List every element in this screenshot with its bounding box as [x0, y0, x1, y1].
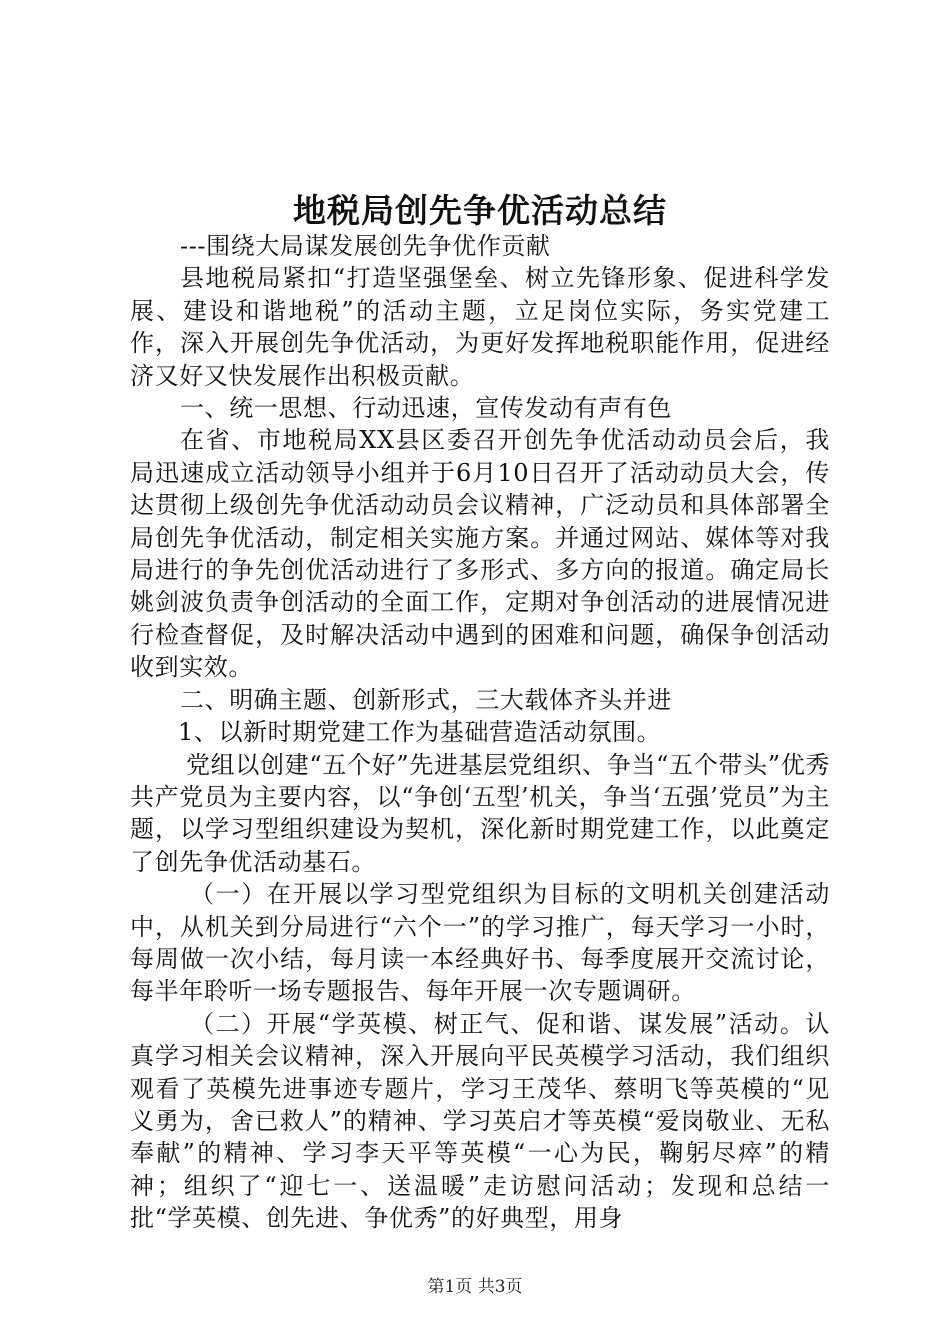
subtitle: ---围绕大局谋发展创先争优作贡献 — [180, 232, 551, 260]
party-group-paragraph: 党组以创建“五个好”先进基层党组织、争当“五个带头”优秀共产党员为主要内容，以“争创‘五型’机关，争当‘五强’党员”为主题，以学习型组织建设为契机，深化新时期党建工作，以此奠定了创先争优活动基石。 — [130, 750, 830, 876]
subheading-1: 1、以新时期党建工作为基础营造活动氛围。 — [178, 718, 662, 747]
item-1-paragraph: （一）在开展以学习型党组织为目标的文明机关创建活动中，从机关到分局进行“六个一”的学习推广，每天学习一小时，每周做一次小结，每月读一本经典好书、每季度展开交流讨论，每半年聆听一场专题报告、每年开展一次专题调研。 — [130, 880, 830, 1006]
page-number-footer: 第1页 共3页 — [427, 1277, 523, 1297]
section-1-paragraph: 在省、市地税局XX县区委召开创先争优活动动员会后，我局迅速成立活动领导小组并于6月10日召开了活动动员大会，传达贯彻上级创先争优活动动员会议精神，广泛动员和具体部署全局创先争优活动，制定相关实施方案。并通过网站、媒体等对我局进行的争先创优活动进行了多形式、多方向的报道。确定局长姚剑波负责争创活动的全面工作，定期对争创活动的进展情况进行检查督促，及时解决活动中遇到的困难和问题，确保争创活动收到实效。 — [130, 426, 830, 682]
document-page — [130, 0, 830, 1344]
section-heading-2: 二、明确主题、创新形式，三大载体齐头并进 — [180, 685, 672, 714]
item-2-paragraph: （二）开展“学英模、树正气、促和谐、谋发展”活动。认真学习相关会议精神，深入开展向平民英模学习活动，我们组织观看了英模先进事迹专题片，学习王茂华、蔡明飞等英模的“见义勇为，舍已救人”的精神、学习英启才等英模“爱岗敬业、无私奉献”的精神、学习李天平等英模“一心为民，鞠躬尽瘁”的精神；组织了“迎七一、送温暖”走访慰问活动；发现和总结一批“学英模、创先进、争优秀”的好典型，用身 — [130, 1009, 830, 1233]
document-title: 地税局创先争优活动总结 — [293, 191, 667, 230]
document-body — [130, 230, 830, 1235]
intro-paragraph: 县地税局紧扣“打造坚强堡垒、树立先锋形象、促进科学发展、建设和谐地税”的活动主题，立足岗位实际，务实党建工作，深入开展创先争优活动，为更好发挥地税职能作用，促进经济又好又快发展作出积极贡献。 — [130, 264, 830, 390]
section-heading-1: 一、统一思想、行动迅速，宣传发动有声有色 — [180, 394, 672, 423]
